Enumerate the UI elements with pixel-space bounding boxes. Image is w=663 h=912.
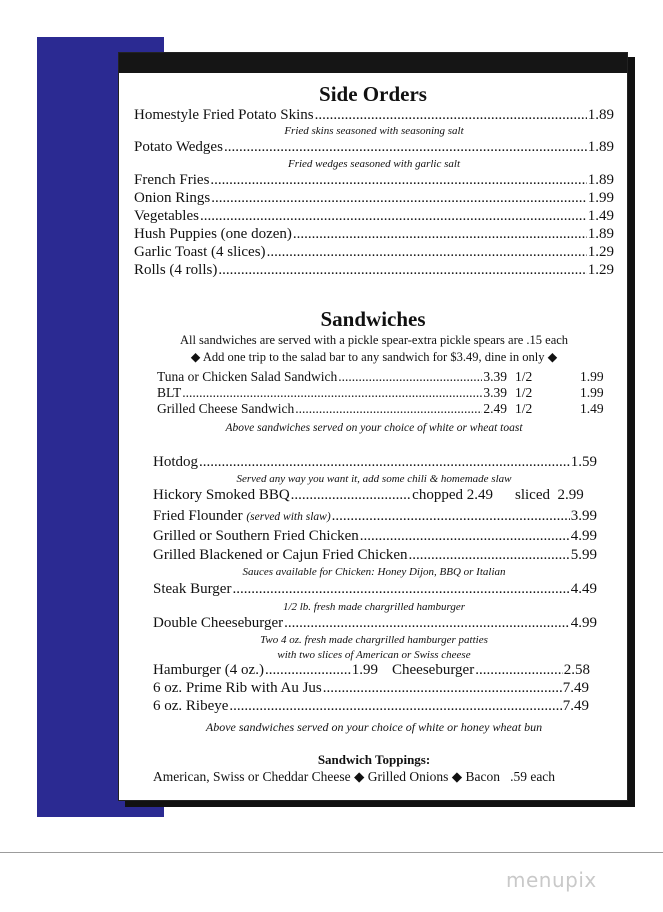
item-price: 3.99 [570, 508, 597, 524]
toppings-line [153, 769, 555, 785]
item-price: 5.99 [570, 547, 597, 563]
sliced-price: 2.99 [557, 487, 584, 503]
half-sandwich-note: Above sandwiches served on your choice of white or wheat toast [225, 422, 523, 434]
item-name: Garlic Toast (4 slices) [134, 244, 266, 260]
item-name: Vegetables [134, 208, 199, 224]
item-name: Cheeseburger [392, 662, 475, 678]
sauces-note: Sauces available for Chicken: Honey Dijon, BBQ or Italian [242, 566, 506, 578]
toppings-title: Sandwich Toppings: [317, 752, 431, 767]
item-name: Double Cheeseburger [153, 615, 284, 631]
menu-item [134, 190, 614, 207]
item-name: Homestyle Fried Potato Skins [134, 107, 314, 123]
menu-item [153, 508, 597, 525]
card-top-bar [119, 53, 627, 73]
item-price: 7.49 [562, 698, 589, 714]
menu-item [153, 615, 597, 632]
menu-item [153, 581, 597, 598]
item-price: 4.49 [570, 581, 597, 597]
double-cheese-note: Two 4 oz. fresh made chargrilled hamburger patties [260, 634, 488, 646]
steak-burger-note: 1/2 lb. fresh made chargrilled hamburger [282, 601, 466, 613]
item-name: Rolls (4 rolls) [134, 262, 218, 278]
side-orders-title: Side Orders [319, 82, 427, 106]
item-price: 2.58 [563, 662, 590, 678]
item-price: 4.99 [570, 615, 597, 631]
menu-item [153, 528, 597, 545]
item-desc: (served with slaw) [246, 511, 331, 523]
item-name: Grilled or Southern Fried Chicken [153, 528, 359, 544]
item-name: Grilled Blackened or Cajun Fried Chicken [153, 547, 408, 563]
item-name: Onion Rings [134, 190, 211, 206]
menu-item [392, 662, 590, 679]
item-name: 6 oz. Prime Rib with Au Jus [153, 680, 322, 696]
item-price: 3.39 [483, 369, 507, 384]
menu-item [134, 107, 614, 124]
menu-item [153, 454, 597, 471]
half-label: 1/2 [515, 369, 533, 384]
menu-item [153, 487, 493, 504]
item-price: 7.49 [562, 680, 589, 696]
double-cheese-note-2: with two slices of American or Swiss cheese [277, 649, 471, 661]
menu-item [134, 172, 614, 189]
item-name: Potato Wedges [134, 139, 223, 155]
menu-item [157, 385, 507, 401]
item-name: Hotdog [153, 454, 198, 470]
item-name: Tuna or Chicken Salad Sandwich [157, 369, 338, 384]
sandwiches-title: Sandwiches [320, 307, 426, 331]
sliced-label: sliced [515, 487, 550, 503]
item-name: BLT [157, 385, 182, 400]
menu-item [134, 208, 614, 225]
item-name: Grilled Cheese Sandwich [157, 401, 295, 416]
item-description: Fried skins seasoned with seasoning salt [284, 125, 464, 137]
item-name: Steak Burger [153, 581, 232, 597]
item-price: 4.99 [570, 528, 597, 544]
item-name: Hush Puppies (one dozen) [134, 226, 292, 242]
item-name: French Fries [134, 172, 210, 188]
item-price: 1.89 [587, 139, 614, 155]
salad-bar-note: ◆ Add one trip to the salad bar to any sandwich for $3.49, dine in only ◆ [190, 350, 558, 364]
watermark-logo: menupix [506, 868, 597, 892]
menu-item [153, 680, 589, 697]
bun-note: Above sandwiches served on your choice of white or honey wheat bun [205, 720, 543, 734]
item-price: 1.29 [587, 262, 614, 278]
menu-item [157, 369, 507, 385]
menu-item [153, 662, 378, 679]
item-name: 6 oz. Ribeye [153, 698, 229, 714]
item-name: Hamburger (4 oz.) [153, 662, 264, 678]
item-price: 1.99 [587, 190, 614, 206]
item-name: Fried Flounder [153, 508, 243, 524]
half-price: 1.99 [580, 385, 604, 400]
page-bottom-rule [0, 852, 663, 853]
chopped-price: 2.49 [466, 487, 493, 503]
half-price: 1.99 [580, 369, 604, 384]
menu-item [134, 244, 614, 261]
sandwiches-intro: All sandwiches are served with a pickle spear-extra pickle spears are .15 each [179, 333, 569, 347]
half-label: 1/2 [515, 385, 533, 400]
half-label: 1/2 [515, 401, 533, 416]
item-price: 1.29 [587, 244, 614, 260]
sliced-option [515, 487, 584, 504]
toppings-price: .59 each [510, 769, 556, 784]
item-name: Hickory Smoked BBQ [153, 487, 290, 503]
item-price: 3.39 [483, 385, 507, 400]
menu-card [118, 52, 628, 801]
hotdog-note: Served any way you want it, add some chili & homemade slaw [236, 473, 512, 485]
menu-item [134, 139, 614, 156]
item-price: 2.49 [483, 401, 507, 416]
menu-item [134, 262, 614, 279]
menu-item [153, 698, 589, 715]
menu-item [134, 226, 614, 243]
menu-item [153, 547, 597, 564]
item-price: 1.99 [351, 662, 378, 678]
chopped-label: chopped [412, 487, 463, 503]
half-price: 1.49 [580, 401, 604, 416]
item-price: 1.89 [587, 226, 614, 242]
item-price: 1.49 [587, 208, 614, 224]
item-price: 1.59 [570, 454, 597, 470]
item-price: 1.89 [587, 107, 614, 123]
item-price: 1.89 [587, 172, 614, 188]
toppings-list: American, Swiss or Cheddar Cheese ◆ Grilled Onions ◆ Bacon [153, 769, 500, 784]
item-description: Fried wedges seasoned with garlic salt [287, 158, 460, 170]
menu-item [157, 401, 507, 417]
